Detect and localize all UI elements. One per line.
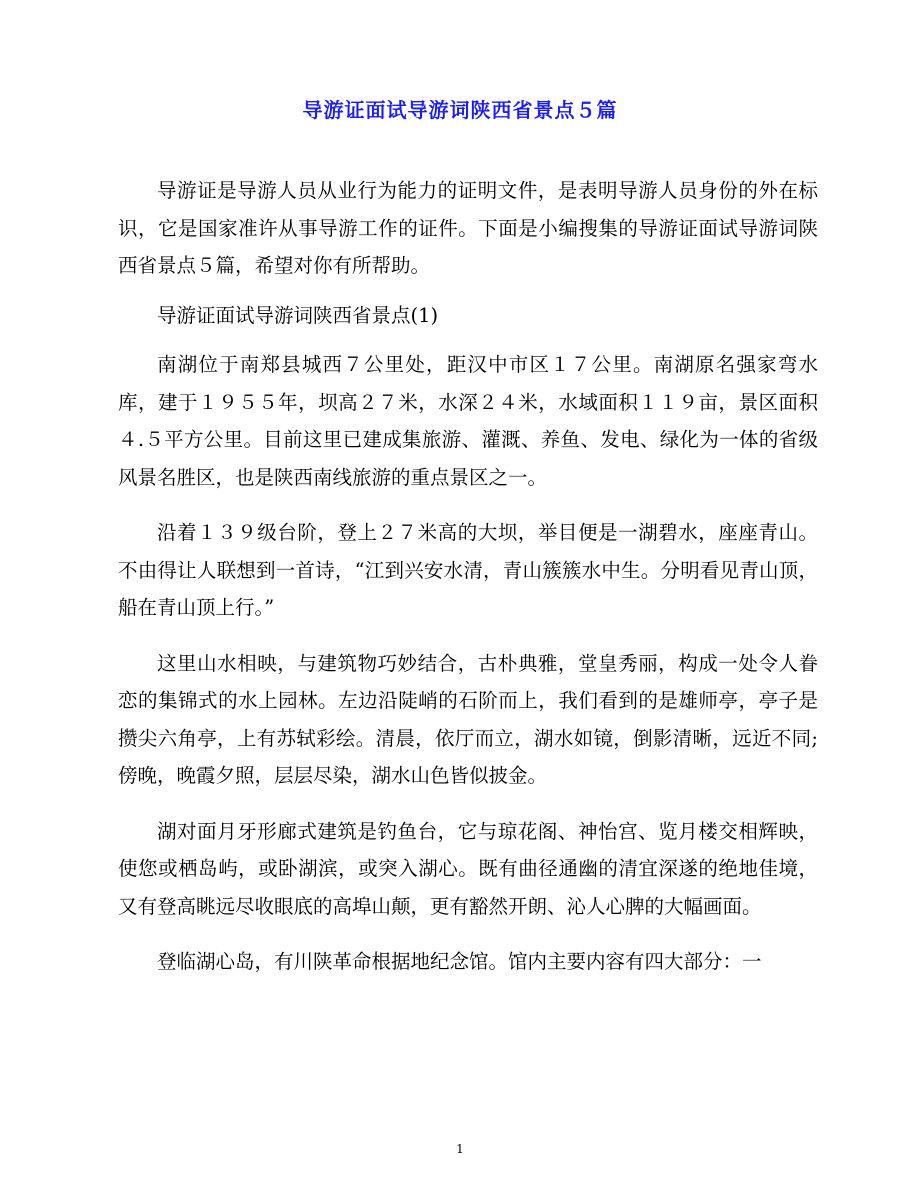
body-paragraph: 南湖位于南郑县城西７公里处，距汉中市区１７公里。南湖原名强家弯水库，建于１９５５年，坝高２７米，水深２４米，水域面积１１９亩，景区面积４.５平方公里。目前这里已建成集旅游、灌溉、养鱼、发电、绿化为一体的省级风景名胜区，也是陕西南线旅游的重点景区之一。 xyxy=(118,353,818,489)
section-subheading: 导游证面试导游词陕西省景点(1) xyxy=(157,303,439,327)
intro-paragraph: 导游证是导游人员从业行为能力的证明文件，是表明导游人员身份的外在标识，它是国家准许从事导游工作的证件。下面是小编搜集的导游证面试导游词陕西省景点５篇，希望对你有所帮助。 xyxy=(118,179,818,277)
body-paragraph: 湖对面月牙形廊式建筑是钓鱼台，它与琼花阁、神怡宫、览月楼交相辉映，使您或栖岛屿，或卧湖滨，或突入湖心。既有曲径通幽的清宜深遂的绝地佳境，又有登高眺远尽收眼底的高埠山颠，更有豁然开朗、沁人心脾的大幅画面。 xyxy=(118,819,818,918)
body-paragraph: 登临湖心岛，有川陕革命根据地纪念馆。馆内主要内容有四大部分：一 xyxy=(157,950,762,973)
document-title: 导游证面试导游词陕西省景点５篇 xyxy=(302,98,618,122)
body-paragraph: 这里山水相映，与建筑物巧妙结合，古朴典雅，堂皇秀丽，构成一处令人眷恋的集锦式的水上园林。左边沿陡峭的石阶而上，我们看到的是雄师亭，亭子是攒尖六角亭，上有苏轼彩绘。清晨，依厅而立，湖水如镜，倒影清晰，远近不同;傍晚，晚霞夕照，层层尽染，湖水山色皆似披金。 xyxy=(118,651,818,787)
page-number: 1 xyxy=(456,1142,464,1156)
document-body xyxy=(118,172,818,999)
body-paragraph: 沿着１３９级台阶，登上２７米高的大坝，举目便是一湖碧水，座座青山。不由得让人联想到一首诗，“江到兴安水清，青山簇簇水中生。分明看见青山顶，船在青山顶上行。” xyxy=(118,521,818,619)
